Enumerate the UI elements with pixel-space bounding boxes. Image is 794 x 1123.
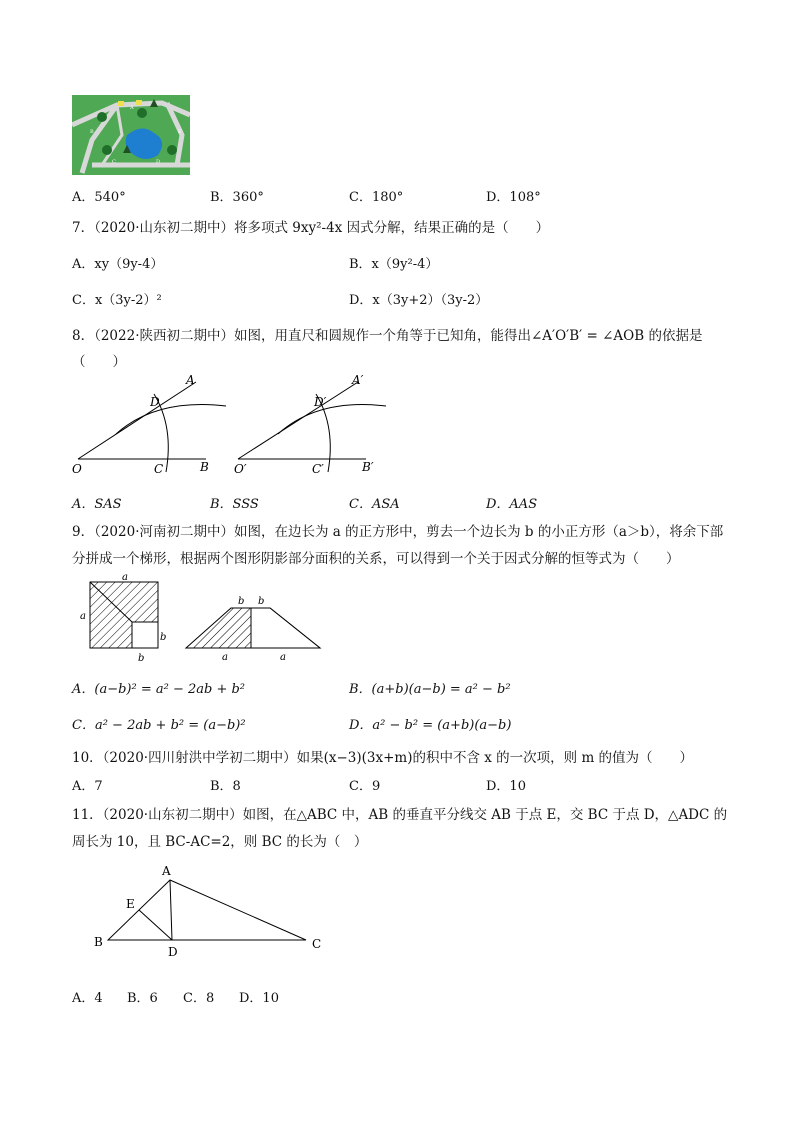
q9-option-b: B．(a+b)(a−b) = a² − b²	[349, 682, 511, 697]
q8-option-a: A．SAS	[72, 497, 122, 512]
q6-option-a: A．540°	[72, 190, 126, 205]
map-label: A	[130, 105, 134, 111]
q9-trap-label-a1: a	[222, 652, 228, 663]
q7-option-d: D．x（3y+2）（3y-2）	[349, 293, 489, 308]
q8-label-B: B	[200, 460, 209, 474]
q7-stem: 7．（2020·山东初二期中）将多项式 9xy²-4x 因式分解，结果正确的是（ ）	[72, 220, 550, 236]
q8-label-O-prime: O′	[234, 462, 247, 476]
q9-stem-line2: 分拼成一个梯形，根据两个图形阴影部分面积的关系，可以得到一个关于因式分解的恒等式为（ ）	[72, 551, 680, 567]
q8-label-D-prime: D′	[314, 395, 327, 409]
q11-option-b: B．6	[127, 991, 158, 1006]
q11-label-C: C	[312, 937, 322, 951]
q9-trap-label-a2: a	[280, 652, 286, 663]
q9-option-a: A．(a−b)² = a² − 2ab + b²	[72, 682, 246, 697]
q8-option-b: B．SSS	[210, 497, 259, 512]
q9-trap-label-b1: b	[238, 596, 245, 607]
map-label: B	[90, 129, 94, 135]
q11-stem-line1: 11．（2020·山东初二期中）如图，在△ABC 中，AB 的垂直平分线交 AB 于点 E，交 BC 于点 D，△ADC 的	[72, 807, 728, 823]
q9-option-c: C．a² − 2ab + b² = (a−b)²	[72, 718, 246, 733]
map-label: D	[156, 159, 161, 165]
park-map-image	[72, 95, 190, 175]
q11-option-c: C．8	[183, 991, 215, 1006]
q8-label-C: C	[154, 462, 164, 476]
q6-option-b: B．360°	[210, 190, 264, 205]
q8-label-D: D	[150, 395, 160, 409]
q8-label-O: O	[72, 462, 82, 476]
q10-option-c: C．9	[349, 779, 381, 794]
q11-label-B: B	[94, 935, 103, 949]
q8-option-c: C．ASA	[349, 497, 400, 512]
q6-option-d: D．108°	[486, 190, 541, 205]
q11-label-A: A	[162, 864, 171, 878]
q9-stem-line1: 9．（2020·河南初二期中）如图，在边长为 a 的正方形中，剪去一个边长为 b 的小正方形（a＞b），将余下部	[72, 524, 724, 540]
q8-label-C-prime: C′	[312, 462, 324, 476]
q7-option-b: B．x（9y²-4）	[349, 257, 439, 272]
q8-stem-line1: 8．（2022·陕西初二期中）如图，用直尺和圆规作一个角等于已知角，能得出∠A′O′B′ = ∠AOB 的依据是	[72, 328, 703, 344]
q9-trap-label-b2: b	[258, 596, 265, 607]
q11-option-a: A．4	[72, 991, 103, 1006]
q10-option-d: D．10	[486, 779, 526, 794]
q10-option-b: B．8	[210, 779, 241, 794]
q9-square-trapezoid-figure	[76, 570, 326, 665]
q11-option-d: D．10	[239, 991, 279, 1006]
q10-option-a: A．7	[72, 779, 103, 794]
q11-triangle-figure	[86, 858, 336, 963]
q8-angle-figure	[66, 372, 406, 482]
q11-label-D: D	[168, 945, 178, 959]
q8-stem-line2: （ ）	[72, 354, 126, 370]
q8-label-A: A	[186, 373, 195, 387]
q9-square-label-right: b	[160, 632, 167, 643]
q6-option-c: C．180°	[349, 190, 404, 205]
map-label: C	[112, 159, 116, 165]
q9-square-label-left: a	[80, 611, 86, 622]
q9-square-label-top: a	[122, 572, 128, 583]
q11-label-E: E	[126, 897, 135, 911]
q8-label-B-prime: B′	[362, 460, 374, 474]
q8-option-d: D．AAS	[486, 497, 538, 512]
map-label: E	[178, 129, 182, 135]
q11-stem-line2: 周长为 10，且 BC-AC=2，则 BC 的长为（ ）	[72, 834, 368, 850]
q8-label-A-prime: A′	[352, 373, 364, 387]
q10-stem: 10．（2020·四川射洪中学初二期中）如果(x−3)(3x+m)的积中不含 x 的一次项，则 m 的值为（ ）	[72, 750, 694, 766]
q9-square-label-bottom: b	[138, 653, 145, 664]
q9-option-d: D．a² − b² = (a+b)(a−b)	[349, 718, 512, 733]
q7-option-c: C．x（3y-2）²	[72, 293, 162, 308]
q7-option-a: A．xy（9y-4）	[72, 257, 164, 272]
